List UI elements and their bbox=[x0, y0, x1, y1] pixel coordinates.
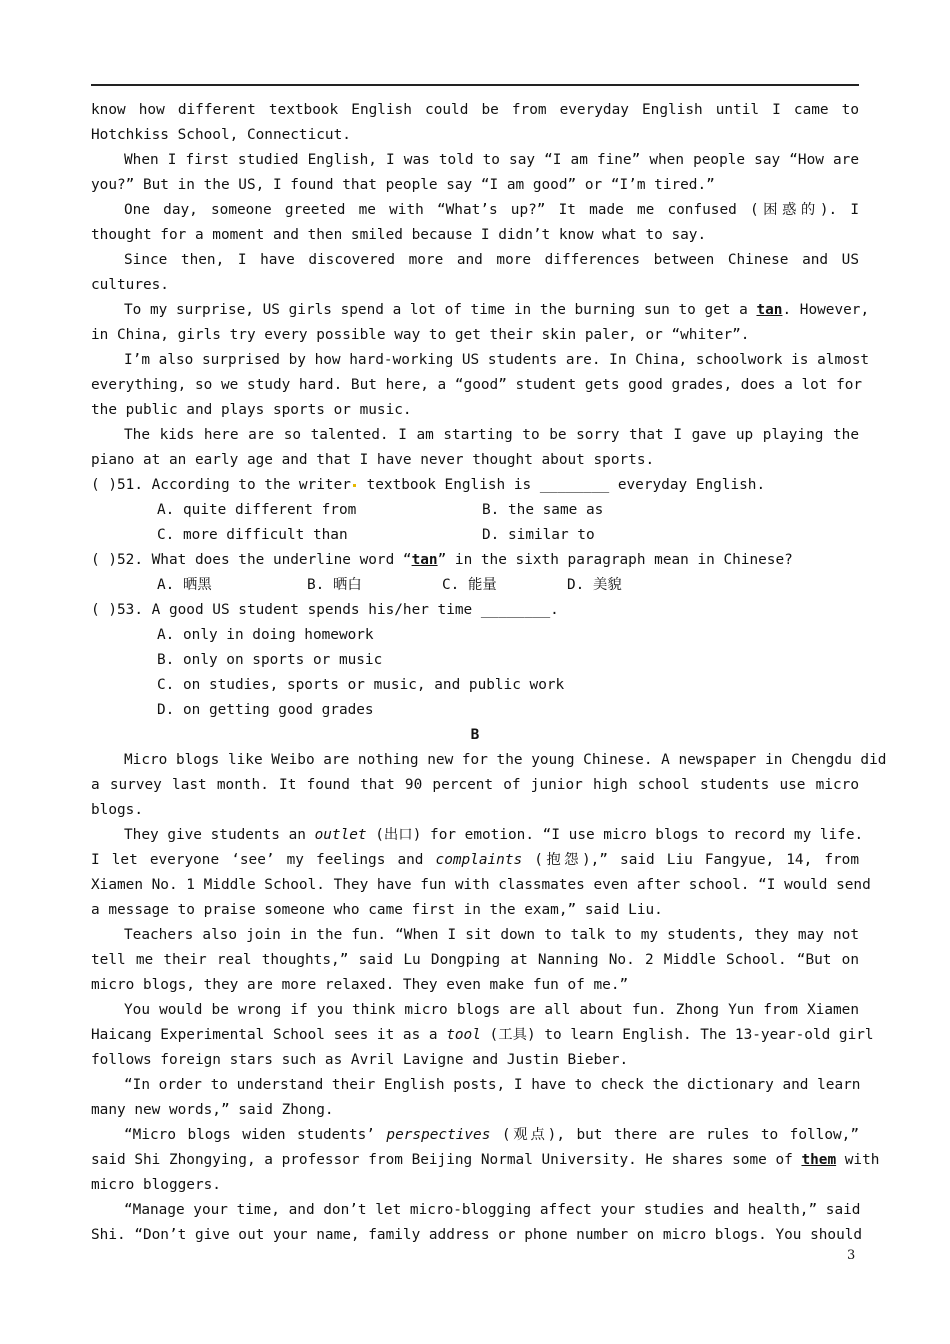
text-line bbox=[91, 1148, 880, 1173]
text-segment: . However, bbox=[782, 302, 870, 318]
text-line: many new words,” said Zhong. bbox=[91, 1102, 334, 1118]
option-d: D. similar to bbox=[482, 527, 595, 543]
text-line: Teachers also join in the fun. “When I sit down to talk to my students, they may not bbox=[124, 927, 859, 943]
text-segment: (出口) for emotion. “I use micro blogs to record my life. bbox=[366, 827, 864, 843]
text-segment: ” in the sixth paragraph mean in Chinese? bbox=[437, 552, 793, 568]
text-segment: To my surprise, US girls spend a lot of time in the burning sun to get a bbox=[124, 302, 757, 318]
text-line: a message to praise someone who came first in the exam,” said Liu. bbox=[91, 902, 663, 918]
highlight-mark bbox=[353, 484, 356, 487]
text-line: thought for a moment and then smiled because I didn’t know what to say. bbox=[91, 227, 707, 243]
text-line: in China, girls try every possible way to get their skin paler, or “whiter”. bbox=[91, 327, 750, 343]
section-heading: B bbox=[470, 727, 480, 743]
text-line: cultures. bbox=[91, 277, 169, 293]
text-line: tell me their real thoughts,” said Lu Dongping at Nanning No. 2 Middle School. “But on bbox=[91, 952, 859, 968]
text-segment: They give students an bbox=[124, 827, 315, 843]
question-52-options-row bbox=[91, 573, 859, 598]
page-number: 3 bbox=[847, 1248, 856, 1263]
question-51-options-row bbox=[91, 498, 859, 523]
text-line: micro blogs, they are more relaxed. They even make fun of me.” bbox=[91, 977, 629, 993]
underlined-word-tan: tan bbox=[411, 552, 438, 568]
italic-word: outlet bbox=[314, 827, 367, 843]
option-b: B. 晒白 bbox=[307, 577, 362, 593]
text-line: One day, someone greeted me with “What’s up?” It made me confused (困惑的). I bbox=[124, 202, 859, 218]
text-segment: textbook English is ________ everyday English. bbox=[357, 477, 766, 493]
text-segment: said Shi Zhongying, a professor from Beijing Normal University. He shares some of bbox=[91, 1152, 802, 1168]
option-b: B. the same as bbox=[482, 502, 604, 518]
option-a: A. quite different from bbox=[157, 502, 357, 518]
text-segment: I let everyone ‘see’ my feelings and bbox=[91, 852, 436, 868]
text-segment: (工具) to learn English. The 13-year-old girl bbox=[480, 1027, 874, 1043]
document-page bbox=[91, 98, 887, 1248]
option-a: A. only in doing homework bbox=[157, 627, 374, 643]
option-d: D. 美貌 bbox=[567, 577, 622, 593]
italic-word: perspectives bbox=[386, 1127, 491, 1143]
text-line bbox=[91, 848, 859, 873]
text-line: know how different textbook English could be from everyday English until I came to bbox=[91, 102, 859, 118]
option-a: A. 晒黑 bbox=[157, 577, 212, 593]
option-b: B. only on sports or music bbox=[157, 652, 383, 668]
text-line: You would be wrong if you think micro blogs are all about fun. Zhong Yun from Xiamen bbox=[124, 1002, 859, 1018]
text-line: everything, so we study hard. But here, a “good” student gets good grades, does a lot for bbox=[91, 377, 863, 393]
text-line bbox=[91, 298, 870, 323]
underlined-word-tan: tan bbox=[756, 302, 783, 318]
text-segment: “Micro blogs widen students’ bbox=[124, 1127, 387, 1143]
text-line: a survey last month. It found that 90 percent of junior high school students use micro bbox=[91, 777, 859, 793]
text-line: blogs. bbox=[91, 802, 143, 818]
text-line: The kids here are so talented. I am starting to be sorry that I gave up playing the bbox=[124, 427, 859, 443]
text-line: Hotchkiss School, Connecticut. bbox=[91, 127, 351, 143]
text-segment: with bbox=[836, 1152, 880, 1168]
text-line: follows foreign stars such as Avril Lavigne and Justin Bieber. bbox=[91, 1052, 629, 1068]
option-c: C. more difficult than bbox=[157, 527, 348, 543]
question-52-stem bbox=[91, 548, 859, 573]
option-c: C. 能量 bbox=[442, 577, 497, 593]
question-53-stem: ( )53. A good US student spends his/her time ________. bbox=[91, 602, 559, 618]
header-rule bbox=[91, 84, 859, 86]
text-line: Since then, I have discovered more and more differences between Chinese and US bbox=[124, 252, 859, 268]
text-segment: ( )51. According to the writer bbox=[91, 477, 351, 493]
italic-word: tool bbox=[446, 1027, 481, 1043]
text-segment: ( )52. What does the underline word “ bbox=[91, 552, 412, 568]
italic-word: complaints bbox=[435, 852, 523, 868]
question-51-stem bbox=[91, 473, 859, 498]
text-line: micro bloggers. bbox=[91, 1177, 221, 1193]
text-line: Xiamen No. 1 Middle School. They have fun with classmates even after school. “I would send bbox=[91, 877, 871, 893]
text-line: When I first studied English, I was told to say “I am fine” when people say “How are bbox=[124, 152, 859, 168]
text-line bbox=[91, 1023, 874, 1048]
question-51-options-row bbox=[91, 523, 859, 548]
text-line: Shi. “Don’t give out your name, family address or phone number on micro blogs. You should bbox=[91, 1227, 863, 1243]
underlined-word-them: them bbox=[801, 1152, 837, 1168]
text-segment: Haicang Experimental School sees it as a bbox=[91, 1027, 447, 1043]
text-line: “Manage your time, and don’t let micro-blogging affect your studies and health,” said bbox=[124, 1202, 861, 1218]
text-line: piano at an early age and that I have never thought about sports. bbox=[91, 452, 655, 468]
text-segment: (抱怨),” said Liu Fangyue, 14, from bbox=[522, 852, 859, 868]
option-c: C. on studies, sports or music, and public work bbox=[157, 677, 565, 693]
text-line bbox=[91, 1123, 859, 1148]
text-segment: (观点), but there are rules to follow,” bbox=[490, 1127, 859, 1143]
text-line: the public and plays sports or music. bbox=[91, 402, 412, 418]
text-line: Micro blogs like Weibo are nothing new for the young Chinese. A newspaper in Chengdu did bbox=[124, 752, 887, 768]
text-line: “In order to understand their English posts, I have to check the dictionary and learn bbox=[124, 1077, 861, 1093]
text-line: you?” But in the US, I found that people say “I am good” or “I’m tired.” bbox=[91, 177, 715, 193]
option-d: D. on getting good grades bbox=[157, 702, 374, 718]
text-line: I’m also surprised by how hard-working US students are. In China, schoolwork is almost bbox=[124, 352, 870, 368]
text-line bbox=[91, 823, 864, 848]
